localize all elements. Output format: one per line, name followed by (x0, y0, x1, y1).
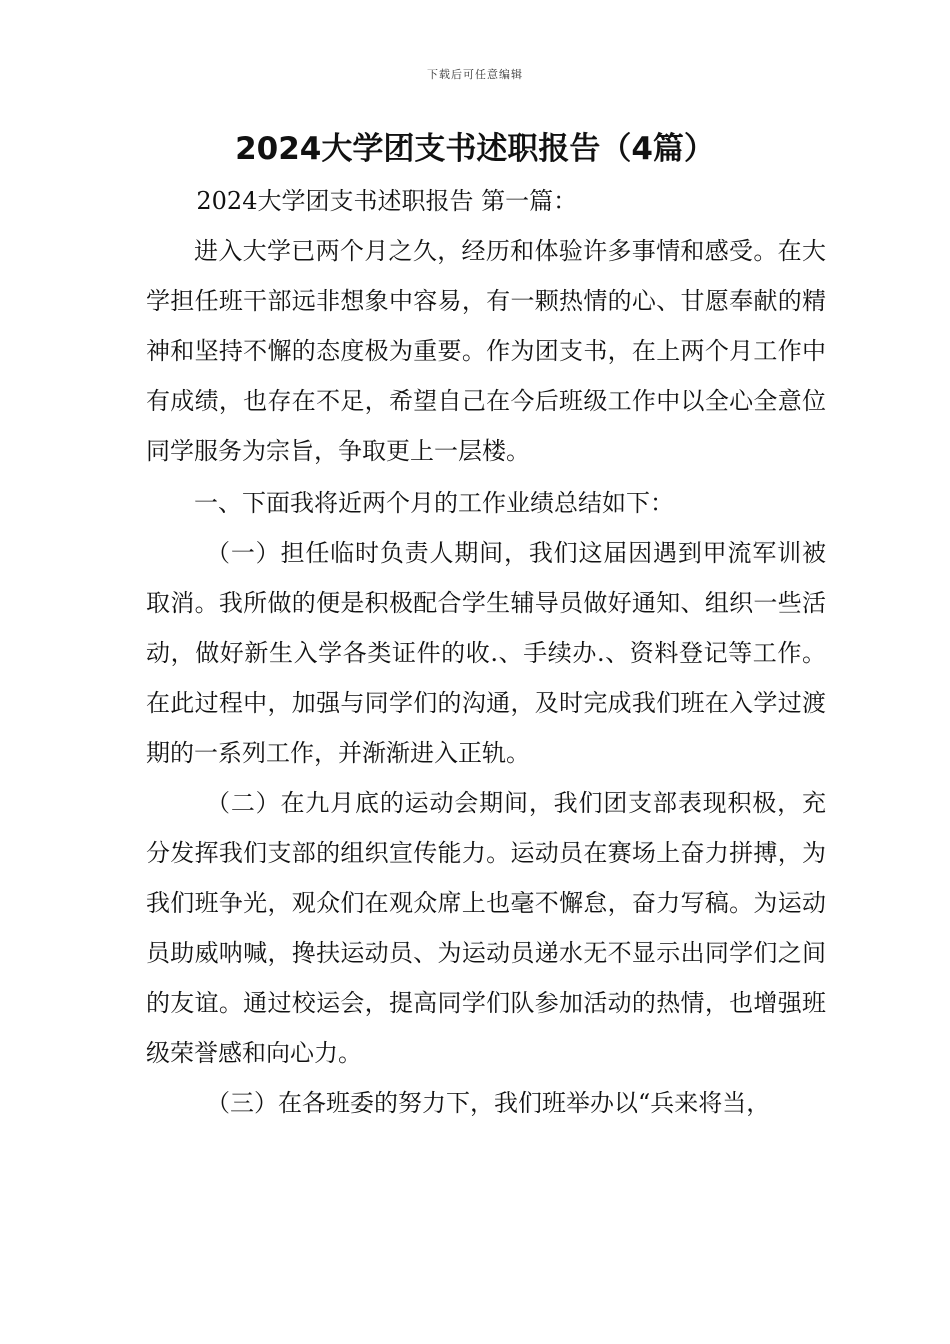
section-heading-one: 一、下面我将近两个月的工作业绩总结如下： (194, 489, 674, 517)
document-body (146, 176, 826, 1128)
paragraph-item-two: （二）在九月底的运动会期间，我们团支部表现积极，充分发挥我们支部的组织宣传能力。运动员在赛场上奋力拼搏，为我们班争光，观众们在观众席上也毫不懈怠，奋力写稿。为运动员助威呐喊，搀扶运动员、为运动员递水无不显示出同学们之间的友谊。通过校运会，提高同学们队参加活动的热情，也增强班级荣誉感和向心力。 (146, 789, 826, 1067)
document-subtitle: 2024大学团支书述职报告 第一篇： (196, 187, 578, 215)
document-title: 2024大学团支书述职报告（4篇） (235, 131, 715, 167)
paragraph-item-one: （一）担任临时负责人期间，我们这届因遇到甲流军训被取消。我所做的便是积极配合学生辅导员做好通知、组织一些活动，做好新生入学各类证件的收.、手续办.、资料登记等工作。在此过程中，加强与同学们的沟通，及时完成我们班在入学过渡期的一系列工作，并渐渐进入正轨。 (146, 539, 826, 767)
paragraph-intro: 进入大学已两个月之久，经历和体验许多事情和感受。在大学担任班干部远非想象中容易，有一颗热情的心、甘愿奉献的精神和坚持不懈的态度极为重要。作为团支书，在上两个月工作中有成绩，也存在不足，希望自己在今后班级工作中以全心全意位同学服务为宗旨，争取更上一层楼。 (146, 237, 826, 465)
paragraph-item-three: （三）在各班委的努力下，我们班举办以“兵来将当， (206, 1089, 771, 1117)
header-note: 下载后可任意编辑 (427, 68, 523, 81)
